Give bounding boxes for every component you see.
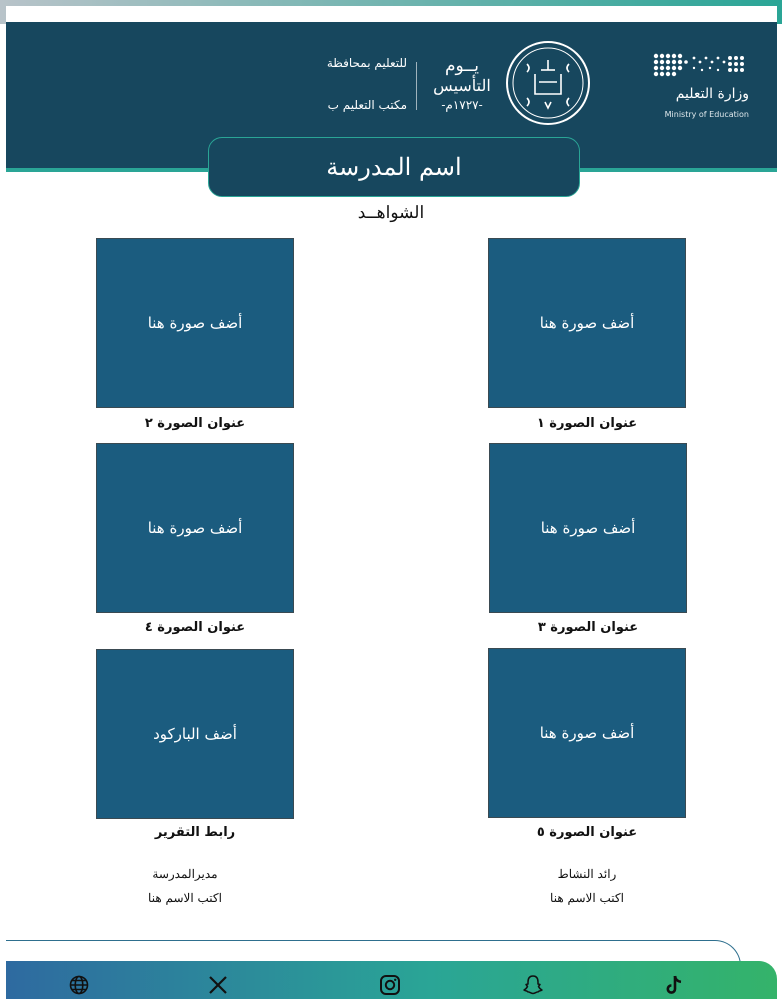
ministry-dots-icon xyxy=(652,52,747,78)
activity-leader-name: اكتب الاسم هنا xyxy=(550,891,624,905)
header-divider xyxy=(416,62,417,110)
ministry-logo xyxy=(604,52,749,124)
barcode-placeholder[interactable]: أضف الباركود xyxy=(96,649,294,819)
ministry-name-english: Ministry of Education xyxy=(664,110,749,119)
office-line-2: مكتب التعليم ب xyxy=(327,98,407,112)
photo-placeholder[interactable]: أضف صورة هنا xyxy=(96,443,294,613)
section-title: الشواهــد xyxy=(357,203,425,223)
principal-title: مديرالمدرسة xyxy=(152,867,218,881)
photo-caption: عنوان الصورة ٣ xyxy=(537,620,639,635)
school-name-box: اسم المدرسة xyxy=(208,137,580,197)
photo-caption: عنوان الصورة ١ xyxy=(536,416,638,431)
photo-placeholder[interactable]: أضف صورة هنا xyxy=(488,238,686,408)
instagram-icon[interactable] xyxy=(377,972,403,998)
ministry-name-arabic: وزارة التعليم xyxy=(675,86,749,102)
founding-year: -١٧٢٧م- xyxy=(441,98,483,112)
activity-leader-title: رائد النشاط xyxy=(557,867,617,881)
photo-placeholder[interactable]: أضف صورة هنا xyxy=(96,238,294,408)
office-line-1: للتعليم بمحافظة xyxy=(326,56,407,70)
report-link-caption: رابط التقرير xyxy=(154,825,236,840)
x-icon[interactable] xyxy=(205,972,231,998)
founding-day-logo xyxy=(426,56,498,120)
founding-word: التأسيس xyxy=(433,76,491,95)
photo-caption: عنوان الصورة ٥ xyxy=(536,825,638,840)
founding-day-seal-icon xyxy=(505,40,591,126)
tiktok-icon[interactable] xyxy=(661,972,687,998)
principal-name: اكتب الاسم هنا xyxy=(148,891,222,905)
founding-day-word: يــوم xyxy=(445,56,479,76)
globe-icon[interactable] xyxy=(66,972,92,998)
photo-caption: عنوان الصورة ٢ xyxy=(144,416,246,431)
photo-placeholder[interactable]: أضف صورة هنا xyxy=(489,443,687,613)
snapchat-icon[interactable] xyxy=(520,972,546,998)
photo-placeholder[interactable]: أضف صورة هنا xyxy=(488,648,686,818)
photo-caption: عنوان الصورة ٤ xyxy=(144,620,246,635)
